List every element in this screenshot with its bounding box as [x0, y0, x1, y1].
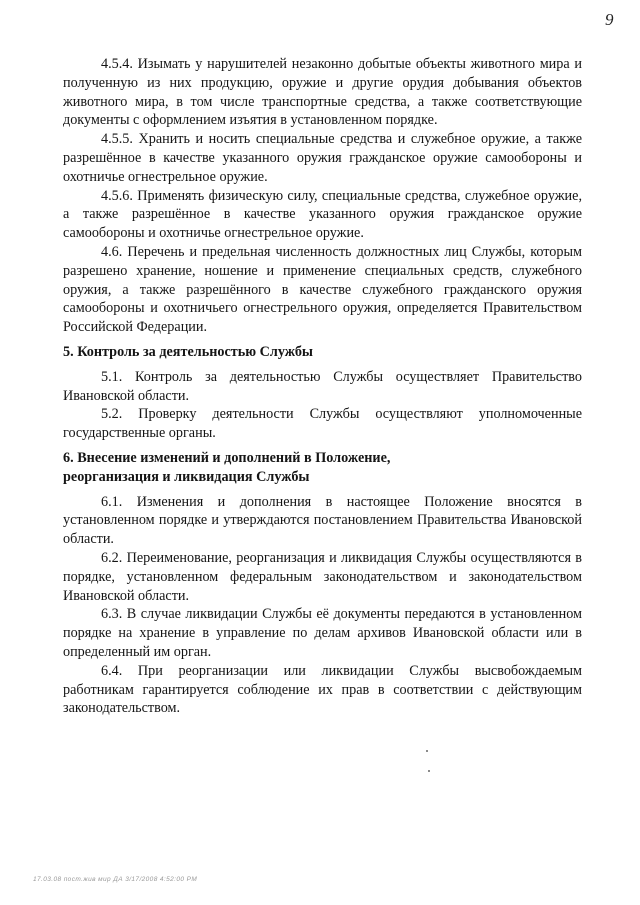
- scan-speck: [426, 750, 428, 752]
- scan-speck: [428, 770, 430, 772]
- document-body: [63, 55, 582, 718]
- section-5-heading: 5. Контроль за деятельностью Службы: [63, 343, 314, 360]
- paragraph-6-1: 6.1. Изменения и дополнения в настоящее Положение вносятся в установленном порядке и утверждаются постановлением Правительства Ивановской области.: [63, 493, 582, 548]
- paragraph-6-3: 6.3. В случае ликвидации Службы её документы передаются в установленном порядке на хранение в управление по делам архивов Ивановской области или в определенный им орган.: [63, 606, 582, 660]
- paragraph-6-2: 6.2. Переименование, реорганизация и ликвидация Службы осуществляются в порядке, установленном федеральным законодательством и законодательством Ивановской области.: [63, 549, 582, 604]
- paragraph-5-2: 5.2. Проверку деятельности Службы осуществляют уполномоченные государственные органы.: [63, 406, 582, 442]
- paragraph-4-5-4: 4.5.4. Изымать у нарушителей незаконно добытые объекты животного мира и полученную из них продукцию, оружие и другие орудия добывания объектов животного мира, в том числе транспортные средства, а также соответствующие документы с оформлением изъятия в установленном порядке.: [63, 56, 582, 129]
- paragraph-4-5-6: 4.5.6. Применять физическую силу, специальные средства, служебное оружие, а также разрешённое в качестве указанного оружия гражданское оружие самообороны и охотничье огнестрельное оружие.: [63, 187, 582, 242]
- section-6-heading-line1: 6. Внесение изменений и дополнений в Положение,: [63, 449, 391, 466]
- section-6-heading: [63, 449, 582, 487]
- paragraph-4-6: 4.6. Перечень и предельная численность должностных лиц Службы, которым разрешено хранение, ношение и применение специальных средств, служебного оружия, а также разрешённого в качестве служебного гражданского оружия самообороны и охотничьего огнестрельного оружия, определяется Правительством Российской Федерации.: [63, 243, 582, 336]
- paragraph-6-4: 6.4. При реорганизации или ликвидации Службы высвобождаемым работникам гарантируется соблюдение их прав в соответствии с действующим законодательством.: [63, 662, 582, 717]
- paragraph-5-1: 5.1. Контроль за деятельностью Службы осуществляет Правительство Ивановской области.: [63, 368, 582, 404]
- footer-file-stamp: 17.03.08 пост.жив мир ДА 3/17/2008 4:52:00 PM: [33, 876, 198, 883]
- page-number: 9: [605, 10, 614, 29]
- paragraph-4-5-5: 4.5.5. Хранить и носить специальные средства и служебное оружие, а также разрешённое в качестве указанного оружия гражданское оружие самообороны и охотничье огнестрельное оружие.: [63, 131, 582, 185]
- section-6-heading-line2: реорганизация и ликвидация Службы: [63, 468, 310, 485]
